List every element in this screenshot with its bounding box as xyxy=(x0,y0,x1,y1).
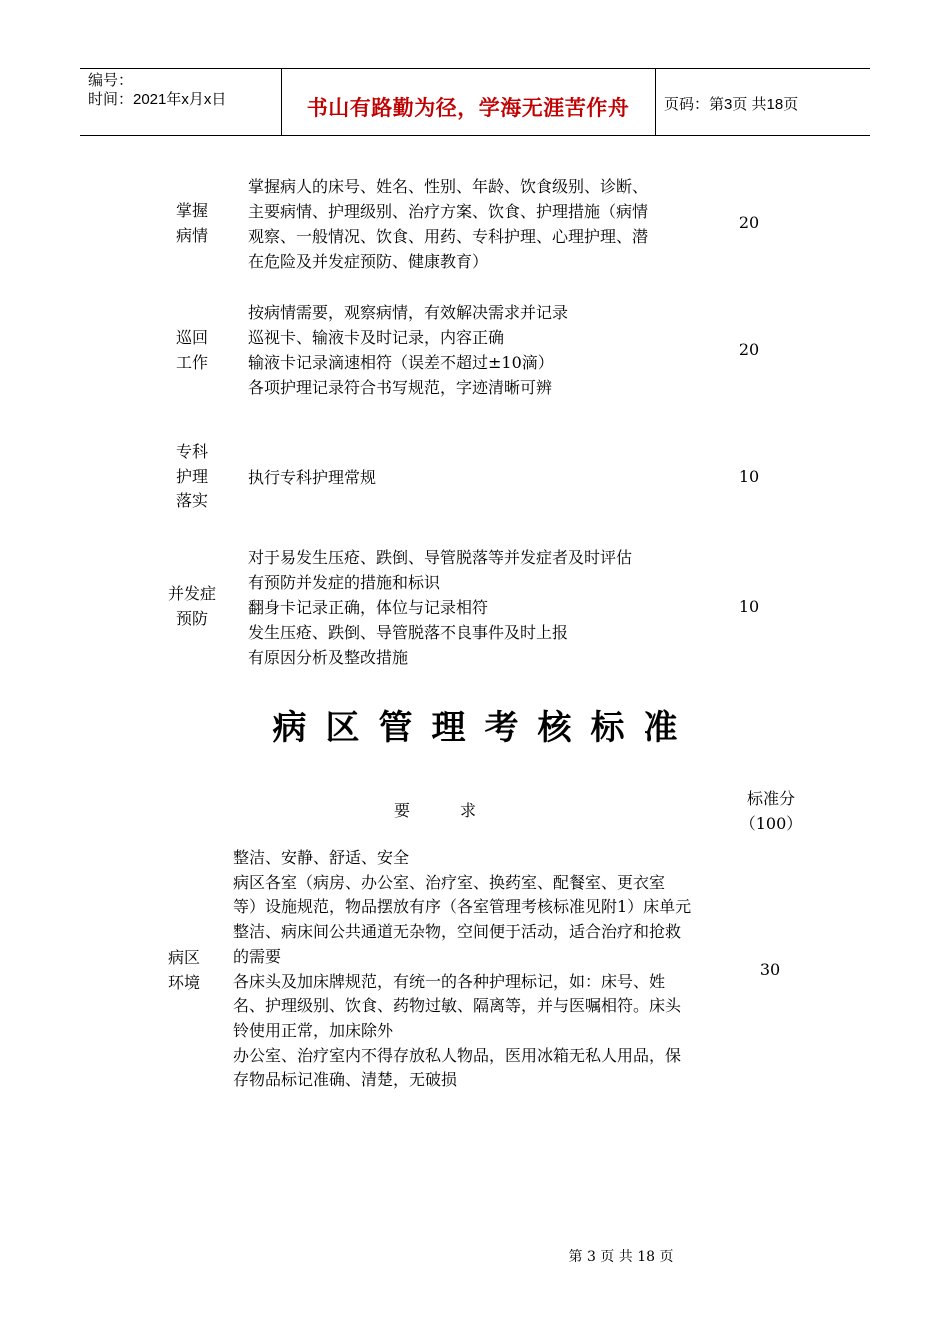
requirement-line: 名、护理级别、饮食、药物过敏、隔离等，并与医嘱相符。床头 xyxy=(233,996,682,1016)
row-category: 并发症 预防 xyxy=(167,584,216,628)
document-time-label: 时间：2021年x月x日 xyxy=(88,91,227,108)
requirement-line: 病区各室（病房、办公室、治疗室、换药室、配餐室、更衣室 xyxy=(233,872,666,892)
row-category: 巡回 工作 xyxy=(175,328,208,372)
requirement-line: 各项护理记录符合书写规范，字迹清晰可辨 xyxy=(248,378,553,397)
row-score: 20 xyxy=(738,213,760,232)
requirement-line: 主要病情、护理级别、治疗方案、饮食、护理措施（病情 xyxy=(248,202,649,221)
row-category: 病区 环境 xyxy=(167,948,200,992)
requirement-line: 观察、一般情况、饮食、用药、专科护理、心理护理、潜 xyxy=(248,227,649,246)
document-number-label: 编号： xyxy=(88,72,134,89)
requirement-line: 整洁、安静、舒适、安全 xyxy=(233,848,410,867)
row-score: 10 xyxy=(738,467,760,486)
row-requirements xyxy=(248,300,568,400)
requirement-line: 在危险及并发症预防、健康教育） xyxy=(248,252,489,271)
requirement-line: 有预防并发症的措施和标识 xyxy=(248,573,441,592)
requirement-line: 按病情需要，观察病情，有效解决需求并记录 xyxy=(248,303,569,322)
page-footer: 第 3 页 共 18 页 xyxy=(568,1249,674,1265)
section-title: 病区管理考核标准 xyxy=(272,708,697,748)
header-bottom-rule xyxy=(80,135,870,136)
row-category: 专科 护理 落实 xyxy=(175,442,208,511)
requirement-line: 发生压疮、跌倒、导管脱落不良事件及时上报 xyxy=(248,623,569,642)
header-motto: 书山有路勤为径，学海无涯苦作舟 xyxy=(306,97,630,120)
requirement-line: 输液卡记录滴速相符（误差不超过±10滴） xyxy=(248,353,554,372)
header-page-label: 页码：第3页 共18页 xyxy=(664,96,799,113)
requirement-line: 翻身卡记录正确，体位与记录相符 xyxy=(248,598,489,617)
requirement-line: 各床头及加床牌规范，有统一的各种护理标记，如：床号、姓 xyxy=(233,971,666,991)
row-requirements xyxy=(248,545,632,670)
row-requirements xyxy=(248,174,648,274)
requirement-line: 的需要 xyxy=(233,946,282,966)
row-category: 掌握 病情 xyxy=(175,201,208,245)
header-top-rule xyxy=(80,68,870,69)
requirement-line: 铃使用正常，加床除外 xyxy=(233,1020,394,1040)
requirement-line: 巡视卡、输液卡及时记录，内容正确 xyxy=(248,328,505,347)
requirement-line: 办公室、治疗室内不得存放私人物品，医用冰箱无私人用品，保 xyxy=(233,1045,682,1065)
requirement-line: 执行专科护理常规 xyxy=(248,468,377,487)
requirement-line: 有原因分析及整改措施 xyxy=(248,648,409,667)
requirement-line: 整洁、病床间公共通道无杂物，空间便于活动，适合治疗和抢救 xyxy=(233,922,682,942)
row-score: 20 xyxy=(738,340,760,359)
row-requirements xyxy=(248,465,376,490)
row-score: 10 xyxy=(738,597,760,616)
requirement-line: 对于易发生压疮、跌倒、导管脱落等并发症者及时评估 xyxy=(248,548,633,567)
row-score: 30 xyxy=(759,960,781,979)
row-requirements xyxy=(233,846,723,1093)
requirement-line: 等）设施规范，物品摆放有序（各室管理考核标准见附1）床单元 xyxy=(233,897,692,917)
header-divider-left xyxy=(281,68,282,136)
requirement-line: 掌握病人的床号、姓名、性别、年龄、饮食级别、诊断、 xyxy=(248,177,649,196)
requirements-header: 要 求 xyxy=(394,801,477,820)
header-divider-right xyxy=(655,68,656,136)
requirement-line: 存物品标记准确、清楚，无破损 xyxy=(233,1070,458,1090)
standard-score-header: 标准分 （100） xyxy=(739,789,803,833)
